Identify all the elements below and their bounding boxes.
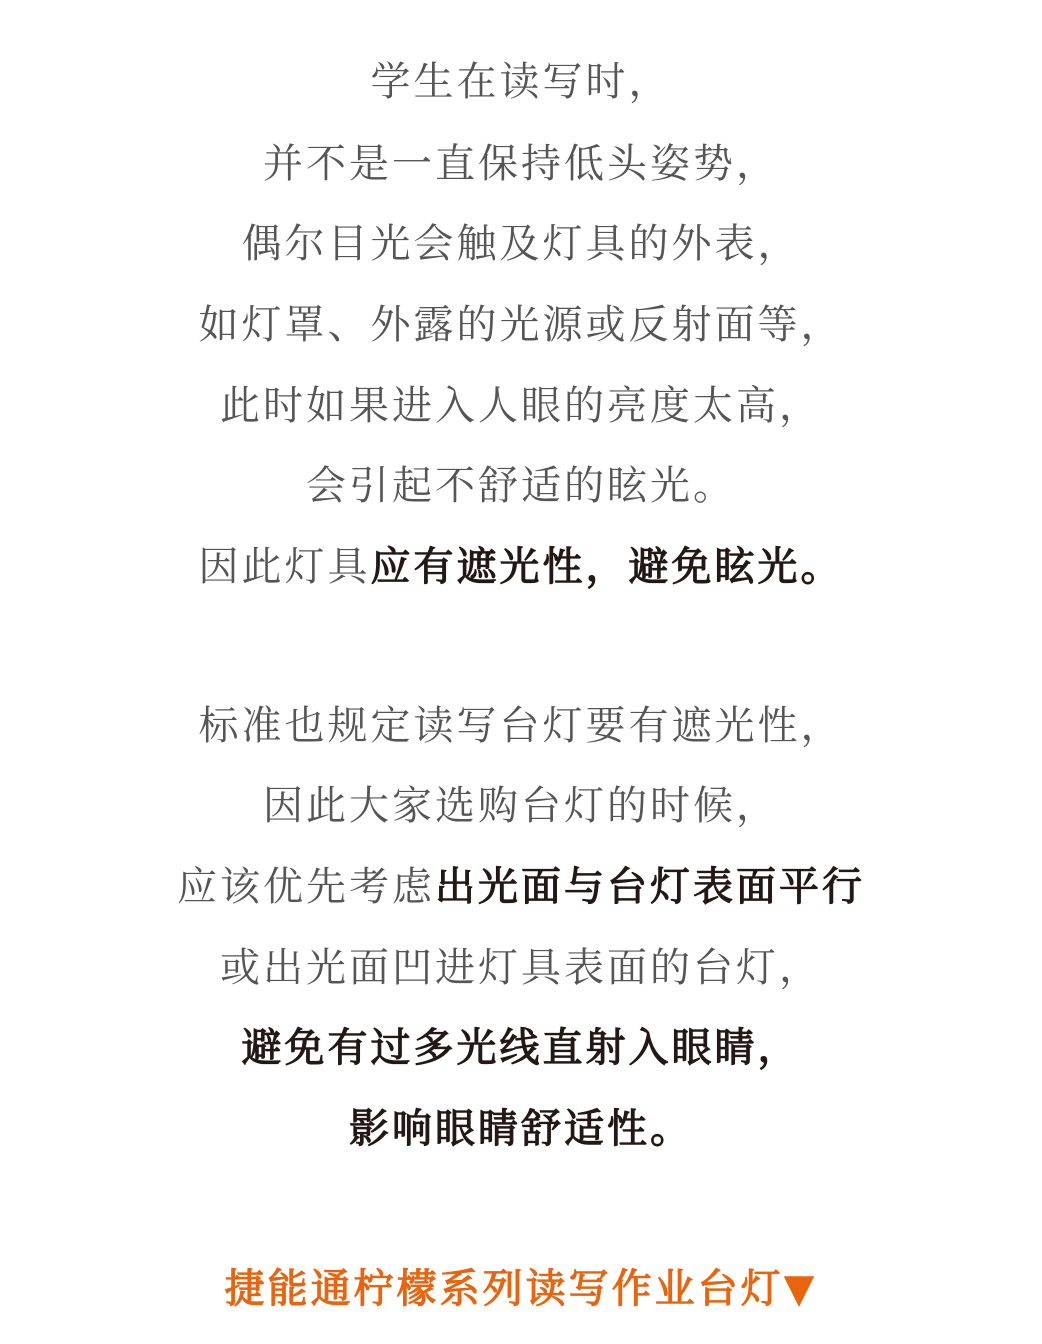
p2-line-5: 避免有过多光线直射入眼睛， (241, 1025, 801, 1071)
p2-line-6: 影响眼睛舒适性。 (349, 1106, 693, 1152)
p1-line-7-normal: 因此灯具 (198, 544, 371, 590)
p1-line-7-bold: 应有遮光性，避免眩光。 (370, 544, 844, 590)
p1-line-1: 学生在读写时， (370, 59, 672, 105)
p1-line-4: 如灯罩、外露的光源或反射面等， (198, 302, 844, 348)
p1-line-6: 会引起不舒适的眩光。 (306, 463, 736, 509)
p1-line-2: 并不是一直保持低头姿势， (263, 141, 779, 187)
triangle-down-icon: ▼ (783, 1266, 818, 1312)
p2-line-3-normal: 应该优先考虑 (177, 864, 435, 910)
product-heading-text: 捷能通柠檬系列读写作业台灯 (224, 1266, 784, 1312)
p2-line-3 (0, 861, 1042, 913)
product-heading (0, 1263, 1042, 1315)
p2-line-3-bold: 出光面与台灯表面平行 (435, 864, 865, 910)
p1-line-7 (0, 541, 1042, 593)
p1-line-3: 偶尔目光会触及灯具的外表， (241, 221, 801, 267)
p2-line-1: 标准也规定读写台灯要有遮光性， (198, 703, 844, 749)
p1-line-5: 此时如果进入人眼的亮度太高， (220, 383, 822, 429)
p2-line-4: 或出光面凹进灯具表面的台灯， (220, 945, 822, 991)
p2-line-2: 因此大家选购台灯的时候， (263, 783, 779, 829)
